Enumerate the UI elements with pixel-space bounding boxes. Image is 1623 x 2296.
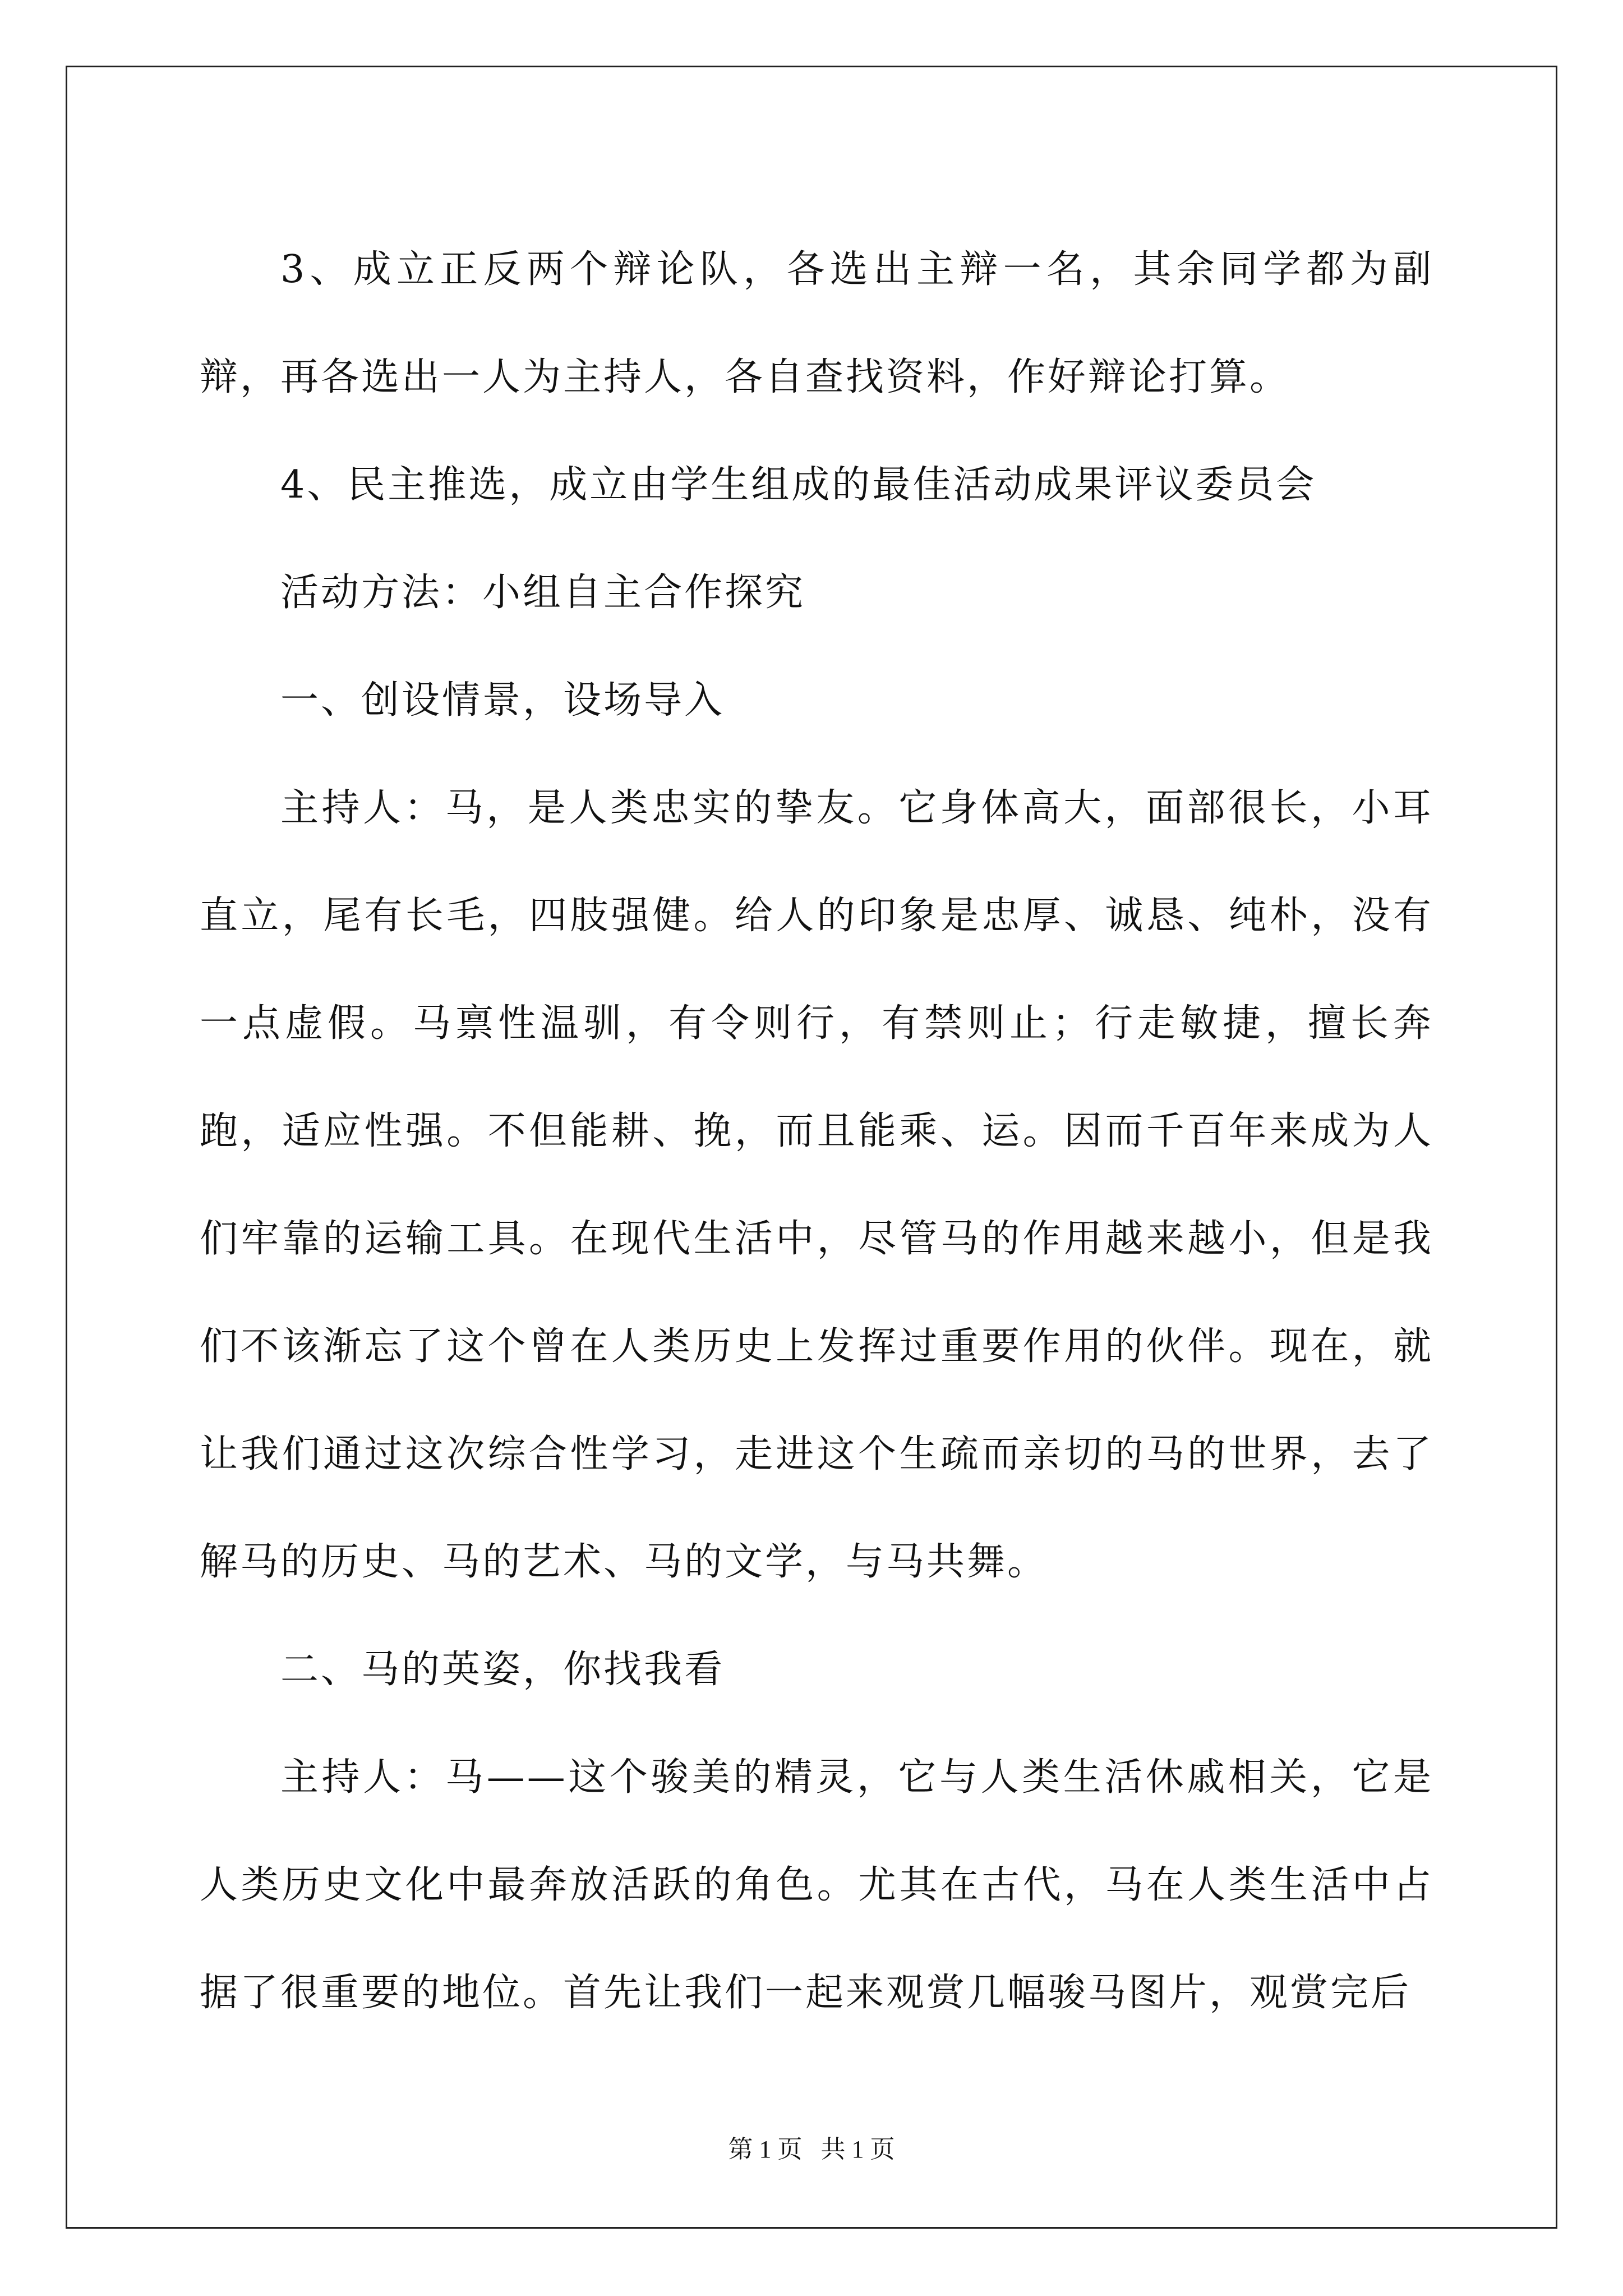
paragraph-review-committee: 4、民主推选，成立由学生组成的最佳活动成果评议委员会 xyxy=(280,463,1317,507)
section-heading-1: 一、创设情景，设场导入 xyxy=(280,678,725,723)
section-heading-2: 二、马的英姿，你找我看 xyxy=(280,1648,725,1692)
paragraph-debate-teams: 3、成立正反两个辩论队，各选出主辩一名，其余同学都为副辩，再各选出一人为主持人，各自查找资料，作好辩论打算。 xyxy=(200,247,1433,399)
paragraph-host-horse-spirit: 主持人：马——这个骏美的精灵，它与人类生活休戚相关，它是人类历史文化中最奔放活跃的角色。尤其在古代，马在人类生活中占据了很重要的地位。首先让我们一起来观赏几幅骏马图片，观赏完后 xyxy=(200,1755,1433,2015)
paragraph-activity-method: 活动方法：小组自主合作探究 xyxy=(280,570,806,615)
document-body xyxy=(200,216,1433,2047)
paragraph-host-intro: 主持人：马，是人类忠实的挚友。它身体高大，面部很长，小耳直立，尾有长毛，四肢强健。给人的印象是忠厚、诚恳、纯朴，没有一点虚假。马禀性温驯，有令则行，有禁则止；行走敏捷，擅长奔跑，适应性强。不但能耕、挽，而且能乘、运。因而千百年来成为人们牢靠的运输工具。在现代生活中，尽管马的作用越来越小，但是我们不该渐忘了这个曾在人类历史上发挥过重要作用的伙伴。现在，就让我们通过这次综合性学习，走进这个生疏而亲切的马的世界，去了解马的历史、马的艺术、马的文学，与马共舞。 xyxy=(200,786,1433,1584)
page-number-footer: 第 1 页 共 1 页 xyxy=(728,2136,895,2163)
